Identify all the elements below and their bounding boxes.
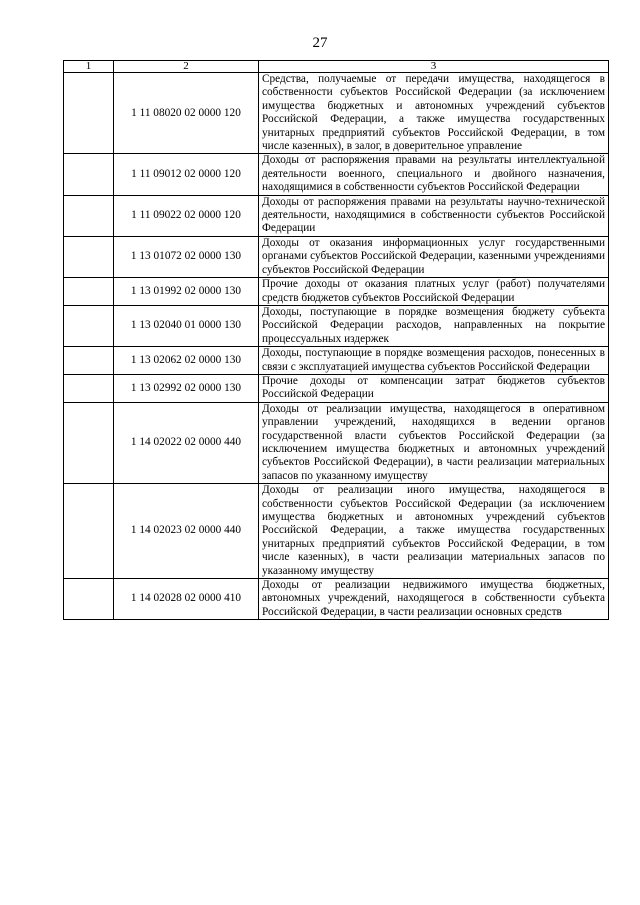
income-code: 1 11 09022 02 0000 120: [114, 195, 259, 236]
income-description: Средства, получаемые от передачи имущества, находящегося в собственности субъектов Российской Федерации (за исключением имущества бюджетных и автономных учреждений субъектов Российской Федерации, а также имущества государственных унитарных предприятий субъектов Российской Федерации, в том числе казенных), в залог, в доверительное управление: [259, 73, 609, 154]
empty-cell: [64, 236, 114, 277]
table-row: [64, 402, 609, 483]
column-header-1: 1: [64, 61, 114, 73]
empty-cell: [64, 278, 114, 306]
empty-cell: [64, 374, 114, 402]
empty-cell: [64, 305, 114, 346]
income-description: Доходы от распоряжения правами на результаты научно-технической деятельности, находящимися в собственности субъектов Российской Федерации: [259, 195, 609, 236]
page-number: 27: [312, 35, 328, 51]
income-description: Доходы от реализации иного имущества, находящегося в собственности субъектов Российской Федерации (за исключением имущества бюджетных и автономных учреждений субъектов Российской Федерации, а также имущества государственных унитарных предприятий субъектов Российской Федерации, в том числе казенных), в части реализации материальных запасов по указанному имуществу: [259, 484, 609, 579]
empty-cell: [64, 484, 114, 579]
table-row: [64, 579, 609, 620]
header-row: [64, 61, 609, 73]
income-code: 1 11 09012 02 0000 120: [114, 154, 259, 195]
income-code: 1 11 08020 02 0000 120: [114, 73, 259, 154]
empty-cell: [64, 347, 114, 375]
income-code: 1 13 02062 02 0000 130: [114, 347, 259, 375]
income-code: 1 13 02040 01 0000 130: [114, 305, 259, 346]
income-code: 1 14 02023 02 0000 440: [114, 484, 259, 579]
income-description: Доходы от распоряжения правами на результаты интеллектуальной деятельности военного, специального и двойного назначения, находящимися в собственности субъектов Российской Федерации: [259, 154, 609, 195]
empty-cell: [64, 402, 114, 483]
income-code: 1 13 01992 02 0000 130: [114, 278, 259, 306]
table-row: [64, 73, 609, 154]
income-description: Прочие доходы от оказания платных услуг (работ) получателями средств бюджетов субъектов Российской Федерации: [259, 278, 609, 306]
column-header-2: 2: [114, 61, 259, 73]
empty-cell: [64, 579, 114, 620]
income-code: 1 14 02022 02 0000 440: [114, 402, 259, 483]
column-header-3: 3: [259, 61, 609, 73]
empty-cell: [64, 73, 114, 154]
empty-cell: [64, 154, 114, 195]
income-code: 1 13 01072 02 0000 130: [114, 236, 259, 277]
income-codes-table: [63, 60, 609, 620]
table-row: [64, 236, 609, 277]
table-row: [64, 347, 609, 375]
table-row: [64, 154, 609, 195]
table-body: [64, 73, 609, 620]
table-row: [64, 278, 609, 306]
income-description: Доходы от реализации имущества, находящегося в оперативном управлении учреждений, находящихся в ведении органов государственной власти субъектов Российской Федерации (за исключением имущества бюджетных и автономных учреждений субъектов Российской Федерации), в части реализации материальных запасов по указанному имуществу: [259, 402, 609, 483]
income-description: Доходы от реализации недвижимого имущества бюджетных, автономных учреждений, находящегося в собственности субъекта Российской Федерации, в части реализации основных средств: [259, 579, 609, 620]
empty-cell: [64, 195, 114, 236]
income-description: Доходы от оказания информационных услуг государственными органами субъектов Российской Федерации, казенными учреждениями субъектов Российской Федерации: [259, 236, 609, 277]
income-code: 1 14 02028 02 0000 410: [114, 579, 259, 620]
income-description: Доходы, поступающие в порядке возмещения бюджету субъекта Российской Федерации расходов, направленных на покрытие процессуальных издержек: [259, 305, 609, 346]
table-row: [64, 305, 609, 346]
table-row: [64, 374, 609, 402]
table-header: [64, 61, 609, 73]
table-row: [64, 484, 609, 579]
income-description: Доходы, поступающие в порядке возмещения расходов, понесенных в связи с эксплуатацией имущества субъектов Российской Федерации: [259, 347, 609, 375]
table-row: [64, 195, 609, 236]
income-description: Прочие доходы от компенсации затрат бюджетов субъектов Российской Федерации: [259, 374, 609, 402]
income-code: 1 13 02992 02 0000 130: [114, 374, 259, 402]
